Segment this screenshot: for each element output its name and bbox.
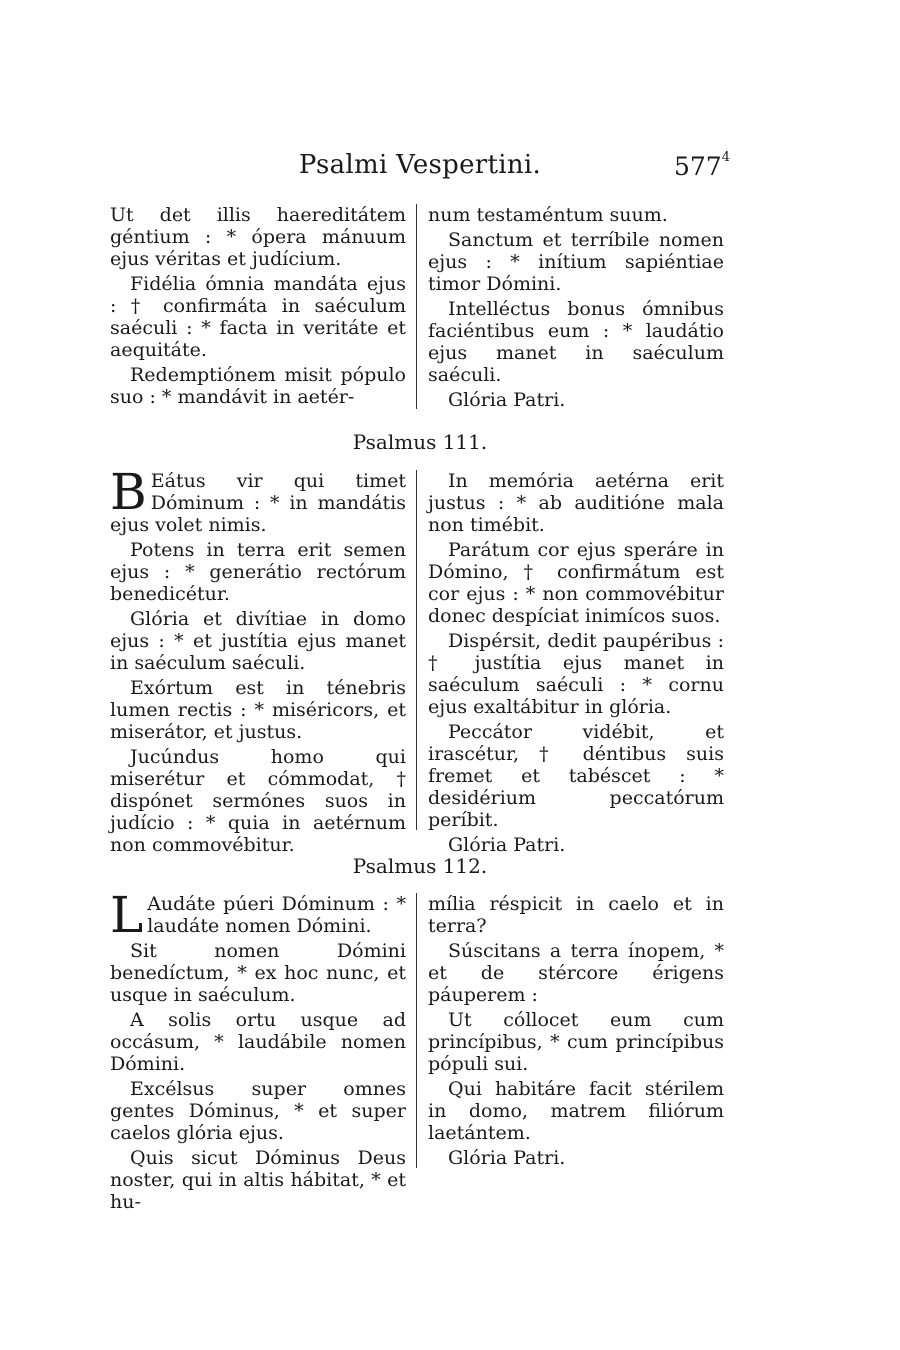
psalm112-title: Psalmus 112. <box>352 854 488 878</box>
drop-cap: L <box>110 886 144 944</box>
first-verse-text: Eátus vir qui timet Dóminum : * in mandátis ejus volet nimis. <box>110 470 406 536</box>
column-divider <box>416 470 417 830</box>
verse: Fidélia ómnia mandáta ejus : † confirmáta in saéculum saéculi : * facta in veritáte et aequitáte. <box>110 273 406 361</box>
verse: Potens in terra erit semen ejus : * generátio rectórum benedicétur. <box>110 539 406 605</box>
verse: Excélsus super omnes gentes Dóminus, * et super caelos glória ejus. <box>110 1078 406 1144</box>
gloria-patri: Glória Patri. <box>448 1147 566 1169</box>
first-verse-text: Audáte púeri Dóminum : * laudáte nomen Dómini. <box>147 893 406 937</box>
page-number-suffix: 4 <box>721 150 730 165</box>
verse: Redemptiónem misit pópulo suo : * mandávit in aetér- <box>110 364 406 408</box>
psalm112-left-column <box>110 886 406 1216</box>
column-divider <box>416 893 417 1168</box>
verse: Peccátor vidébit, et irascétur, † déntibus suis fremet et tabéscet : * desidérium peccatórum períbit. <box>428 721 724 831</box>
verse: Sit nomen Dómini benedíctum, * ex hoc nunc, et usque in saéculum. <box>110 940 406 1006</box>
verse: mília réspicit in caelo et in terra? <box>428 893 724 937</box>
psalm111-title: Psalmus 111. <box>352 430 488 454</box>
running-head <box>110 150 730 190</box>
gloria-patri: Glória Patri. <box>448 389 566 411</box>
page-number <box>674 152 730 181</box>
verse: Sanctum et terríbile nomen ejus : * inítium sapiéntiae timor Dómini. <box>428 229 724 295</box>
verse: Parátum cor ejus speráre in Dómino, † confirmátum est cor ejus : * non commovébitur donec despíciat inimícos suos. <box>428 539 724 627</box>
verse: Dispérsit, dedit paupéribus : † justítia ejus manet in saéculum saéculi : * cornu ejus exaltábitur in glória. <box>428 630 724 718</box>
psalm111-right-column <box>428 470 724 859</box>
page-number-main: 577 <box>674 152 722 181</box>
verse: Jucúndus homo qui miserétur et cómmodat, † dispónet sermónes suos in judício : * quia in aetérnum non commovébitur. <box>110 746 406 856</box>
first-verse <box>110 886 406 944</box>
psalm111-left-column <box>110 463 406 859</box>
verse: Ut det illis haereditátem géntium : * ópera mánuum ejus véritas et judícium. <box>110 204 406 270</box>
verse: num testaméntum suum. <box>428 204 668 226</box>
first-verse <box>110 463 406 536</box>
verse: Ut cóllocet eum cum princípibus, * cum princípibus pópuli sui. <box>428 1009 724 1075</box>
running-title: Psalmi Vespertini. <box>298 150 542 180</box>
verse: Súscitans a terra ínopem, * et de stércore érigens páuperem : <box>428 940 724 1006</box>
psalm110-right-column <box>428 204 724 414</box>
verse: Quis sicut Dóminus Deus noster, qui in altis hábitat, * et hu- <box>110 1147 406 1213</box>
psalm110-left-column <box>110 204 406 411</box>
psalm112-right-column <box>428 893 724 1172</box>
verse: Glória et divítiae in domo ejus : * et justítia ejus manet in saéculum saéculi. <box>110 608 406 674</box>
verse: Intelléctus bonus ómnibus faciéntibus eum : * laudátio ejus manet in saéculum saéculi. <box>428 298 724 386</box>
verse: A solis ortu usque ad occásum, * laudábile nomen Dómini. <box>110 1009 406 1075</box>
verse: Qui habitáre facit stérilem in domo, matrem filiórum laetántem. <box>428 1078 724 1144</box>
drop-cap: B <box>110 463 147 521</box>
verse: In memória aetérna erit justus : * ab auditióne mala non timébit. <box>428 470 724 536</box>
column-divider <box>416 204 417 409</box>
gloria-patri: Glória Patri. <box>448 834 566 856</box>
verse: Exórtum est in ténebris lumen rectis : * miséricors, et miserátor, et justus. <box>110 677 406 743</box>
